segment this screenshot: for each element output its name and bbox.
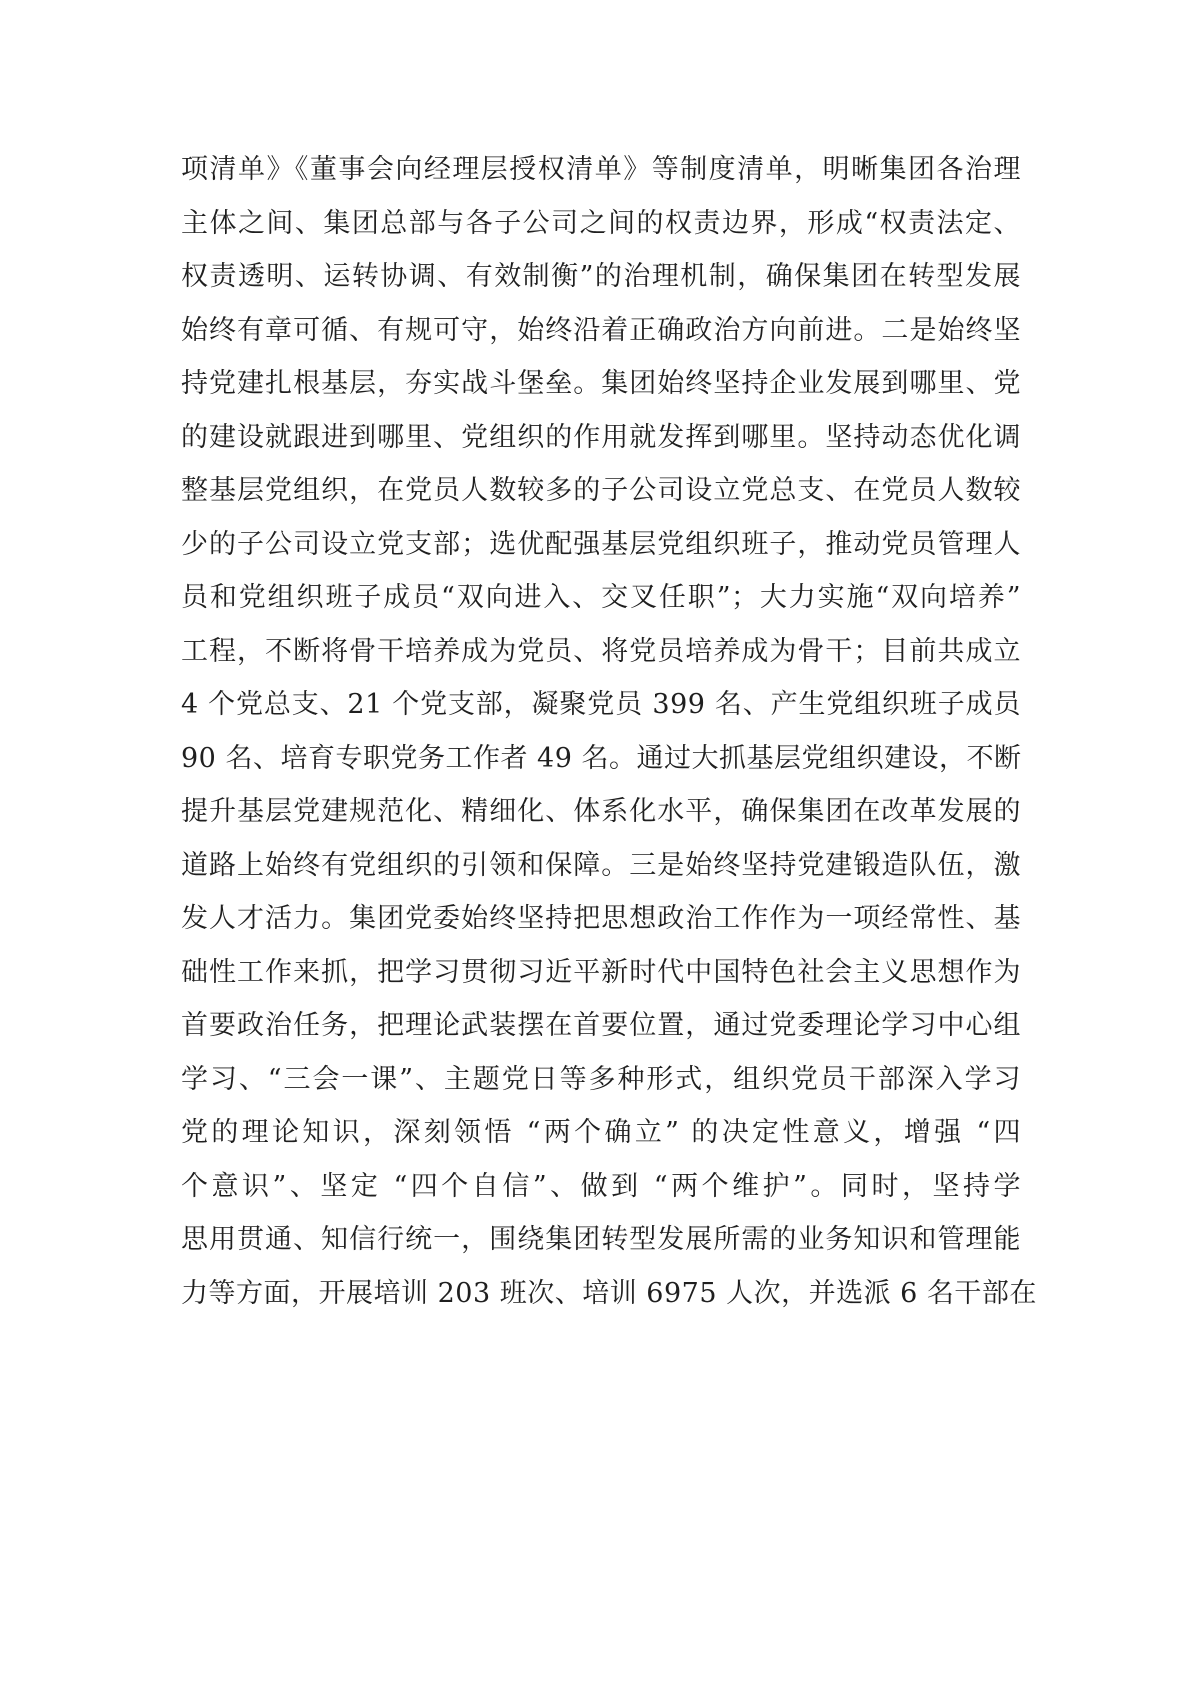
text-line: 个意识”、坚定 “四个自信”、做到 “两个维护”。同时，坚持学 xyxy=(181,1170,1021,1202)
text-line: 首要政治任务，把理论武装摆在首要位置，通过党委理论学习中心组 xyxy=(181,1010,1021,1041)
text-line: 整基层党组织，在党员人数较多的子公司设立党总支、在党员人数较 xyxy=(181,475,1021,506)
text-line: 员和党组织班子成员“双向进入、交叉任职”；大力实施“双向培养” xyxy=(181,582,1021,613)
text-line: 4 个党总支、21 个党支部，凝聚党员 399 名、产生党组织班子成员 xyxy=(181,689,1021,720)
text-line: 少的子公司设立党支部；选优配强基层党组织班子，推动党员管理人 xyxy=(181,528,1021,560)
text-line: 工程，不断将骨干培养成为党员、将党员培养成为骨干；目前共成立 xyxy=(181,635,1021,667)
text-line: 提升基层党建规范化、精细化、体系化水平，确保集团在改革发展的 xyxy=(181,796,1021,827)
body-text xyxy=(181,143,1037,1320)
text-line: 90 名、培育专职党务工作者 49 名。通过大抓基层党组织建设，不断 xyxy=(181,742,1022,774)
text-line: 的建设就跟进到哪里、党组织的作用就发挥到哪里。坚持动态优化调 xyxy=(181,421,1021,453)
text-line: 项清单》《董事会向经理层授权清单》等制度清单，明晰集团各治理 xyxy=(181,154,1021,185)
text-line: 发人才活力。集团党委始终坚持把思想政治工作作为一项经常性、基 xyxy=(181,903,1021,934)
text-line: 础性工作来抓，把学习贯彻习近平新时代中国特色社会主义思想作为 xyxy=(181,956,1021,988)
text-line: 始终有章可循、有规可守，始终沿着正确政治方向前进。二是始终坚 xyxy=(181,314,1021,346)
text-line: 权责透明、运转协调、有效制衡”的治理机制，确保集团在转型发展 xyxy=(181,261,1021,292)
text-line: 道路上始终有党组织的引领和保障。三是始终坚持党建锻造队伍，激 xyxy=(181,849,1021,881)
text-line: 思用贯通、知信行统一，围绕集团转型发展所需的业务知识和管理能 xyxy=(181,1224,1021,1255)
text-line: 主体之间、集团总部与各子公司之间的权责边界，形成“权责法定、 xyxy=(181,207,1021,239)
text-line: 持党建扎根基层，夯实战斗堡垒。集团始终坚持企业发展到哪里、党 xyxy=(181,368,1021,399)
text-line: 党的理论知识，深刻领悟 “两个确立” 的决定性意义，增强 “四 xyxy=(181,1117,1021,1148)
text-line: 学习、“三会一课”、主题党日等多种形式，组织党员干部深入学习 xyxy=(181,1063,1021,1095)
text-line: 力等方面，开展培训 203 班次、培训 6975 人次，并选派 6 名干部在 xyxy=(181,1277,1037,1309)
